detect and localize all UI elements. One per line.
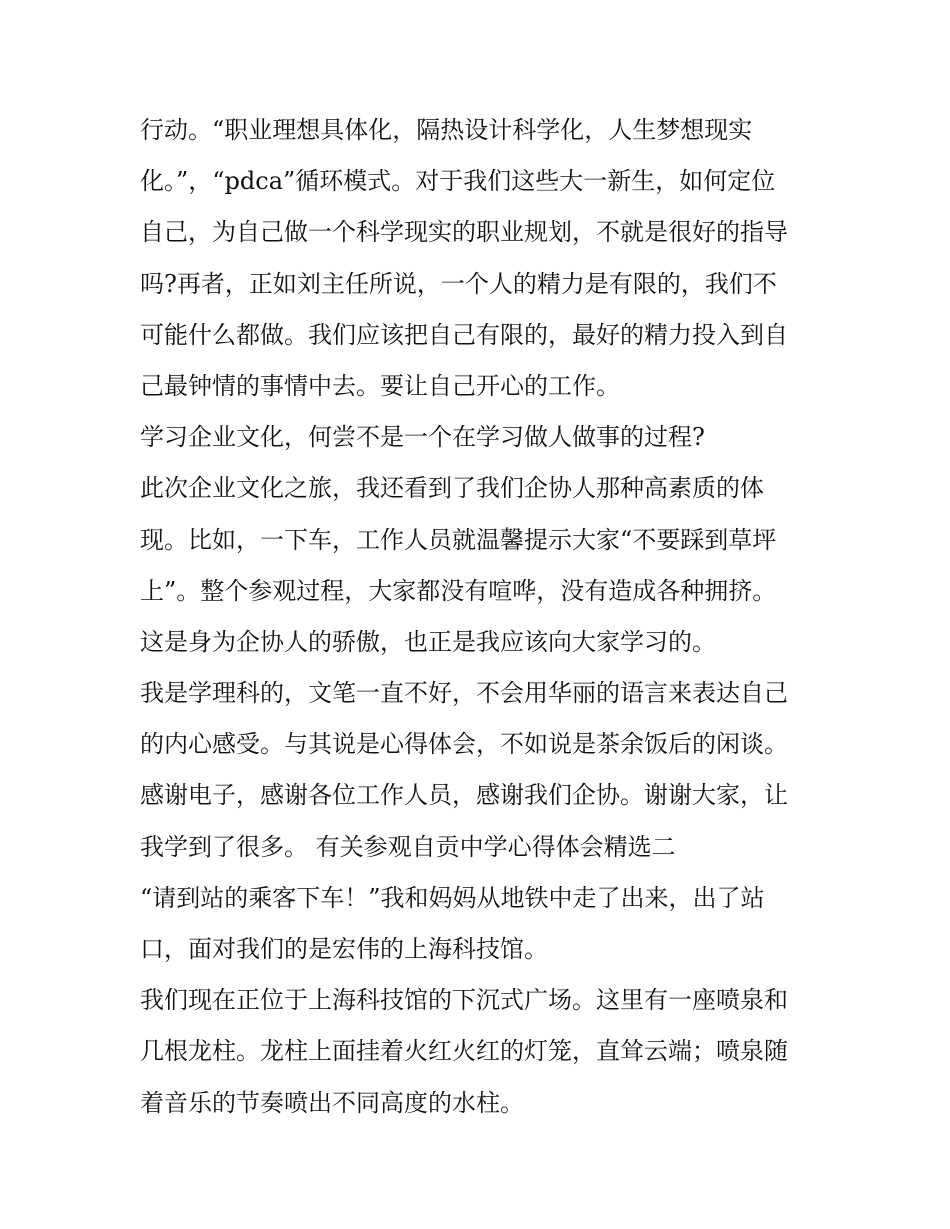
text-line: 几根龙柱。龙柱上面挂着火红火红的灯笼，直耸云端；喷泉随 xyxy=(140,1037,788,1066)
text-line: 这是身为企协人的骄傲，也正是我应该向大家学习的。 xyxy=(140,627,716,656)
document-body-text xyxy=(140,105,830,1129)
text-line: 现。比如，一下车，工作人员就温馨提示大家“不要踩到草坪 xyxy=(140,525,777,554)
text-line: 我学到了很多。 有关参观自贡中学心得体会精选二 xyxy=(140,832,676,861)
text-line: 化。”，“pdca”循环模式。对于我们这些大一新生，如何定位 xyxy=(140,167,776,196)
text-line: 上”。整个参观过程，大家都没有喧哗，没有造成各种拥挤。 xyxy=(140,576,777,605)
text-line: 口，面对我们的是宏伟的上海科技馆。 xyxy=(140,935,548,963)
text-line: 行动。“职业理想具体化，隔热设计科学化，人生梦想现实 xyxy=(140,116,753,144)
text-line: 着音乐的节奏喷出不同高度的水柱。 xyxy=(140,1088,524,1117)
text-line: 可能什么都做。我们应该把自己有限的，最好的精力投入到自 xyxy=(140,320,788,349)
text-line: 我是学理科的，文笔一直不好，不会用华丽的语言来表达自己 xyxy=(140,679,788,708)
text-line: 感谢电子，感谢各位工作人员，感谢我们企协。谢谢大家，让 xyxy=(140,781,788,810)
text-line: 此次企业文化之旅，我还看到了我们企协人那种高素质的体 xyxy=(140,474,764,503)
text-line: 吗?再者，正如刘主任所说，一个人的精力是有限的，我们不 xyxy=(140,269,777,298)
text-line: 的内心感受。与其说是心得体会，不如说是茶余饭后的闲谈。 xyxy=(140,730,788,759)
text-line: 己最钟情的事情中去。要让自己开心的工作。 xyxy=(140,371,620,400)
text-line: 我们现在正位于上海科技馆的下沉式广场。这里有一座喷泉和 xyxy=(140,986,788,1015)
text-line: 自己，为自己做一个科学现实的职业规划，不就是很好的指导 xyxy=(140,218,788,247)
text-line: “请到站的乘客下车！”我和妈妈从地铁中走了出来，出了站 xyxy=(140,883,765,912)
text-line: 学习企业文化，何尝不是一个在学习做人做事的过程? xyxy=(140,423,705,452)
